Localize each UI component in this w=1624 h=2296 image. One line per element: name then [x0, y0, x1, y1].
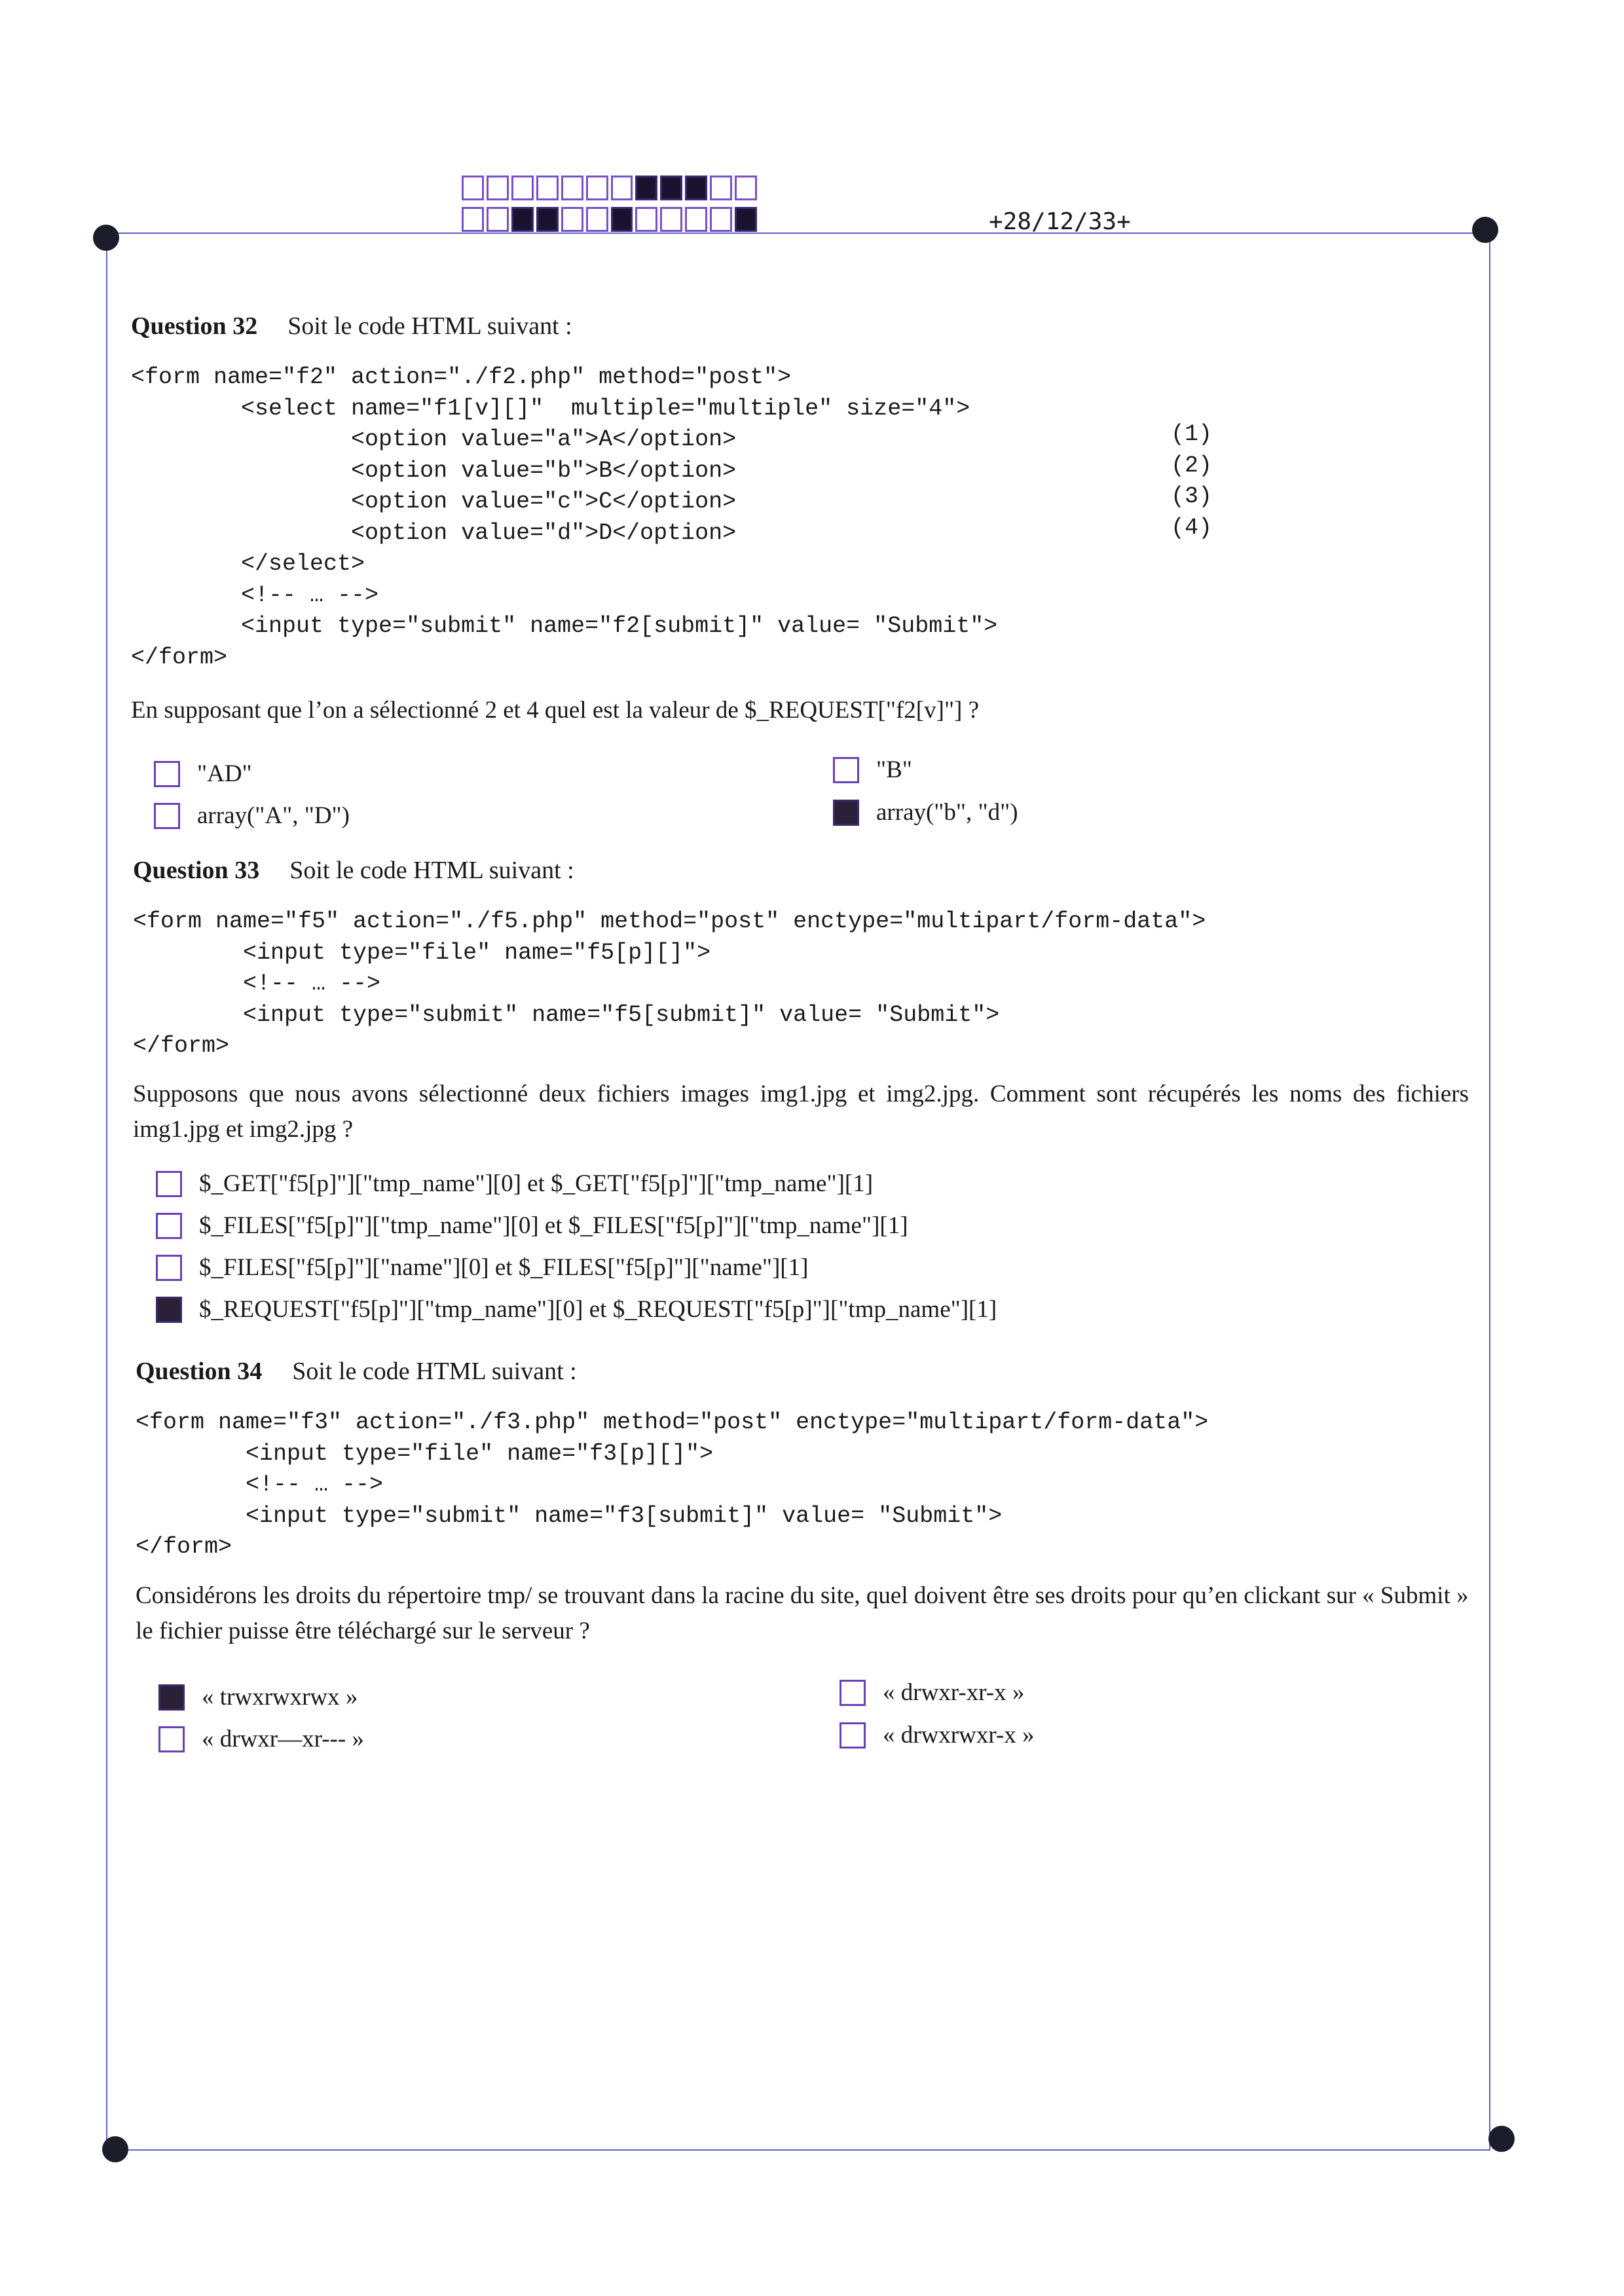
answer-text: « drwxr-xr-x »	[883, 1679, 1025, 1706]
corner-mark-top-left	[93, 225, 119, 251]
id-box	[660, 207, 682, 232]
id-box	[685, 176, 707, 200]
answer-text: « drwxrwxr-x »	[883, 1722, 1035, 1749]
answer-text: array("A", "D")	[197, 802, 350, 829]
corner-mark-top-right	[1472, 217, 1498, 243]
corner-mark-bottom-right	[1488, 2126, 1515, 2152]
id-box	[487, 207, 509, 232]
id-box	[685, 207, 707, 232]
checkbox[interactable]	[154, 803, 180, 829]
checkbox[interactable]	[156, 1297, 182, 1323]
checkbox[interactable]	[158, 1726, 185, 1752]
answer-option[interactable]	[156, 1253, 808, 1282]
code-block-q34: <form name="f3" action="./f3.php" method="post" enctype="multipart/form-data"> <input type="file" name="f3[p][]"> <!-- … --> <input type="submit" name="f3[submit]" value= "Submit"> </form>	[136, 1409, 1209, 1560]
answer-text: $_FILES["f5[p]"]["name"][0] et $_FILES["f5[p]"]["name"][1]	[199, 1254, 809, 1281]
id-box	[536, 176, 559, 200]
question-label: Question 33	[133, 857, 260, 884]
question-text-q33: Supposons que nous avons sélectionné deux fichiers images img1.jpg et img2.jpg. Comment sont récupérés les noms des fichiers img1.jpg et img2.jpg ?	[133, 1081, 1469, 1143]
answer-option[interactable]	[154, 802, 350, 830]
checkbox[interactable]	[840, 1722, 866, 1749]
question-33-header	[133, 856, 574, 885]
id-box	[710, 207, 732, 232]
corner-mark-bottom-left	[102, 2136, 128, 2162]
code-block-q33: <form name="f5" action="./f5.php" method="post" enctype="multipart/form-data"> <input type="file" name="f5[p][]"> <!-- … --> <input type="submit" name="f5[submit]" value= "Submit"> </form>	[133, 908, 1206, 1059]
id-box	[710, 176, 732, 200]
id-box	[462, 176, 484, 200]
answer-option[interactable]	[158, 1725, 364, 1753]
id-box	[487, 176, 509, 200]
checkbox[interactable]	[158, 1684, 185, 1711]
answer-option[interactable]	[156, 1295, 997, 1324]
id-box	[611, 176, 633, 200]
id-box	[536, 207, 559, 232]
code-block-q32: <form name="f2" action="./f2.php" method="post"> <select name="f1[v][]" multiple="multiple" size="4"> <option value="a">A</option> <option value="b">B</option> <option value="c">C</option> <option value="d">D</option> </select> <!-- … --> <input type="submit" name="f2[submit]" value= "Submit"> </form>	[131, 364, 998, 671]
id-box	[462, 207, 484, 232]
answer-text: « drwxr—xr--- »	[202, 1726, 364, 1752]
id-box	[611, 207, 633, 232]
checkbox[interactable]	[840, 1680, 866, 1706]
question-intro: Soit le code HTML suivant :	[289, 857, 574, 884]
id-boxes-row-1	[462, 176, 760, 200]
answer-option[interactable]	[833, 756, 912, 784]
answer-text: "B"	[876, 756, 912, 783]
id-box	[586, 176, 608, 200]
checkbox[interactable]	[833, 800, 859, 826]
checkbox[interactable]	[156, 1171, 182, 1197]
answer-option[interactable]	[833, 798, 1018, 826]
id-box	[561, 207, 583, 232]
question-32-header	[131, 312, 572, 341]
id-box	[735, 176, 757, 200]
question-intro: Soit le code HTML suivant :	[287, 312, 572, 340]
question-label: Question 32	[131, 312, 258, 340]
answer-option[interactable]	[154, 760, 252, 788]
answer-option[interactable]	[156, 1212, 908, 1240]
answer-option[interactable]	[840, 1678, 1024, 1707]
answer-text: $_FILES["f5[p]"]["tmp_name"][0] et $_FILES["f5[p]"]["tmp_name"][1]	[199, 1212, 908, 1239]
id-box	[561, 176, 583, 200]
question-text-q34: Considérons les droits du répertoire tmp/ se trouvant dans la racine du site, quel doivent être ses droits pour qu’en clickant sur « Submit » le fichier puisse être téléchargé sur le serveur ?	[136, 1582, 1469, 1644]
answer-option[interactable]	[156, 1170, 873, 1198]
answer-option[interactable]	[158, 1683, 358, 1711]
answer-text: array("b", "d")	[876, 799, 1018, 826]
id-box	[586, 207, 608, 232]
id-box	[511, 207, 534, 232]
answer-text: "AD"	[197, 760, 252, 787]
id-box	[635, 207, 657, 232]
page-id: +28/12/33+	[989, 208, 1131, 235]
id-box	[511, 176, 534, 200]
checkbox[interactable]	[833, 757, 859, 783]
answer-text: $_REQUEST["f5[p]"]["tmp_name"][0] et $_REQUEST["f5[p]"]["tmp_name"][1]	[199, 1296, 997, 1323]
question-34-header	[136, 1357, 577, 1386]
id-boxes-row-2	[462, 207, 760, 232]
checkbox[interactable]	[154, 761, 180, 787]
answer-option[interactable]	[840, 1721, 1035, 1749]
id-box	[635, 176, 657, 200]
id-box	[660, 176, 682, 200]
answer-text: « trwxrwxrwx »	[202, 1684, 358, 1711]
id-box	[735, 207, 757, 232]
answer-text: $_GET["f5[p]"]["tmp_name"][0] et $_GET["f5[p]"]["tmp_name"][1]	[199, 1170, 874, 1197]
question-intro: Soit le code HTML suivant :	[292, 1358, 577, 1385]
checkbox[interactable]	[156, 1213, 182, 1239]
question-label: Question 34	[136, 1358, 263, 1385]
checkbox[interactable]	[156, 1255, 182, 1281]
question-text-q32: En supposant que l’on a sélectionné 2 et 4 quel est la valeur de $_REQUEST["f2[v]"] ?	[131, 697, 980, 724]
option-line-numbers: (1) (2) (3) (4)	[1171, 421, 1213, 541]
